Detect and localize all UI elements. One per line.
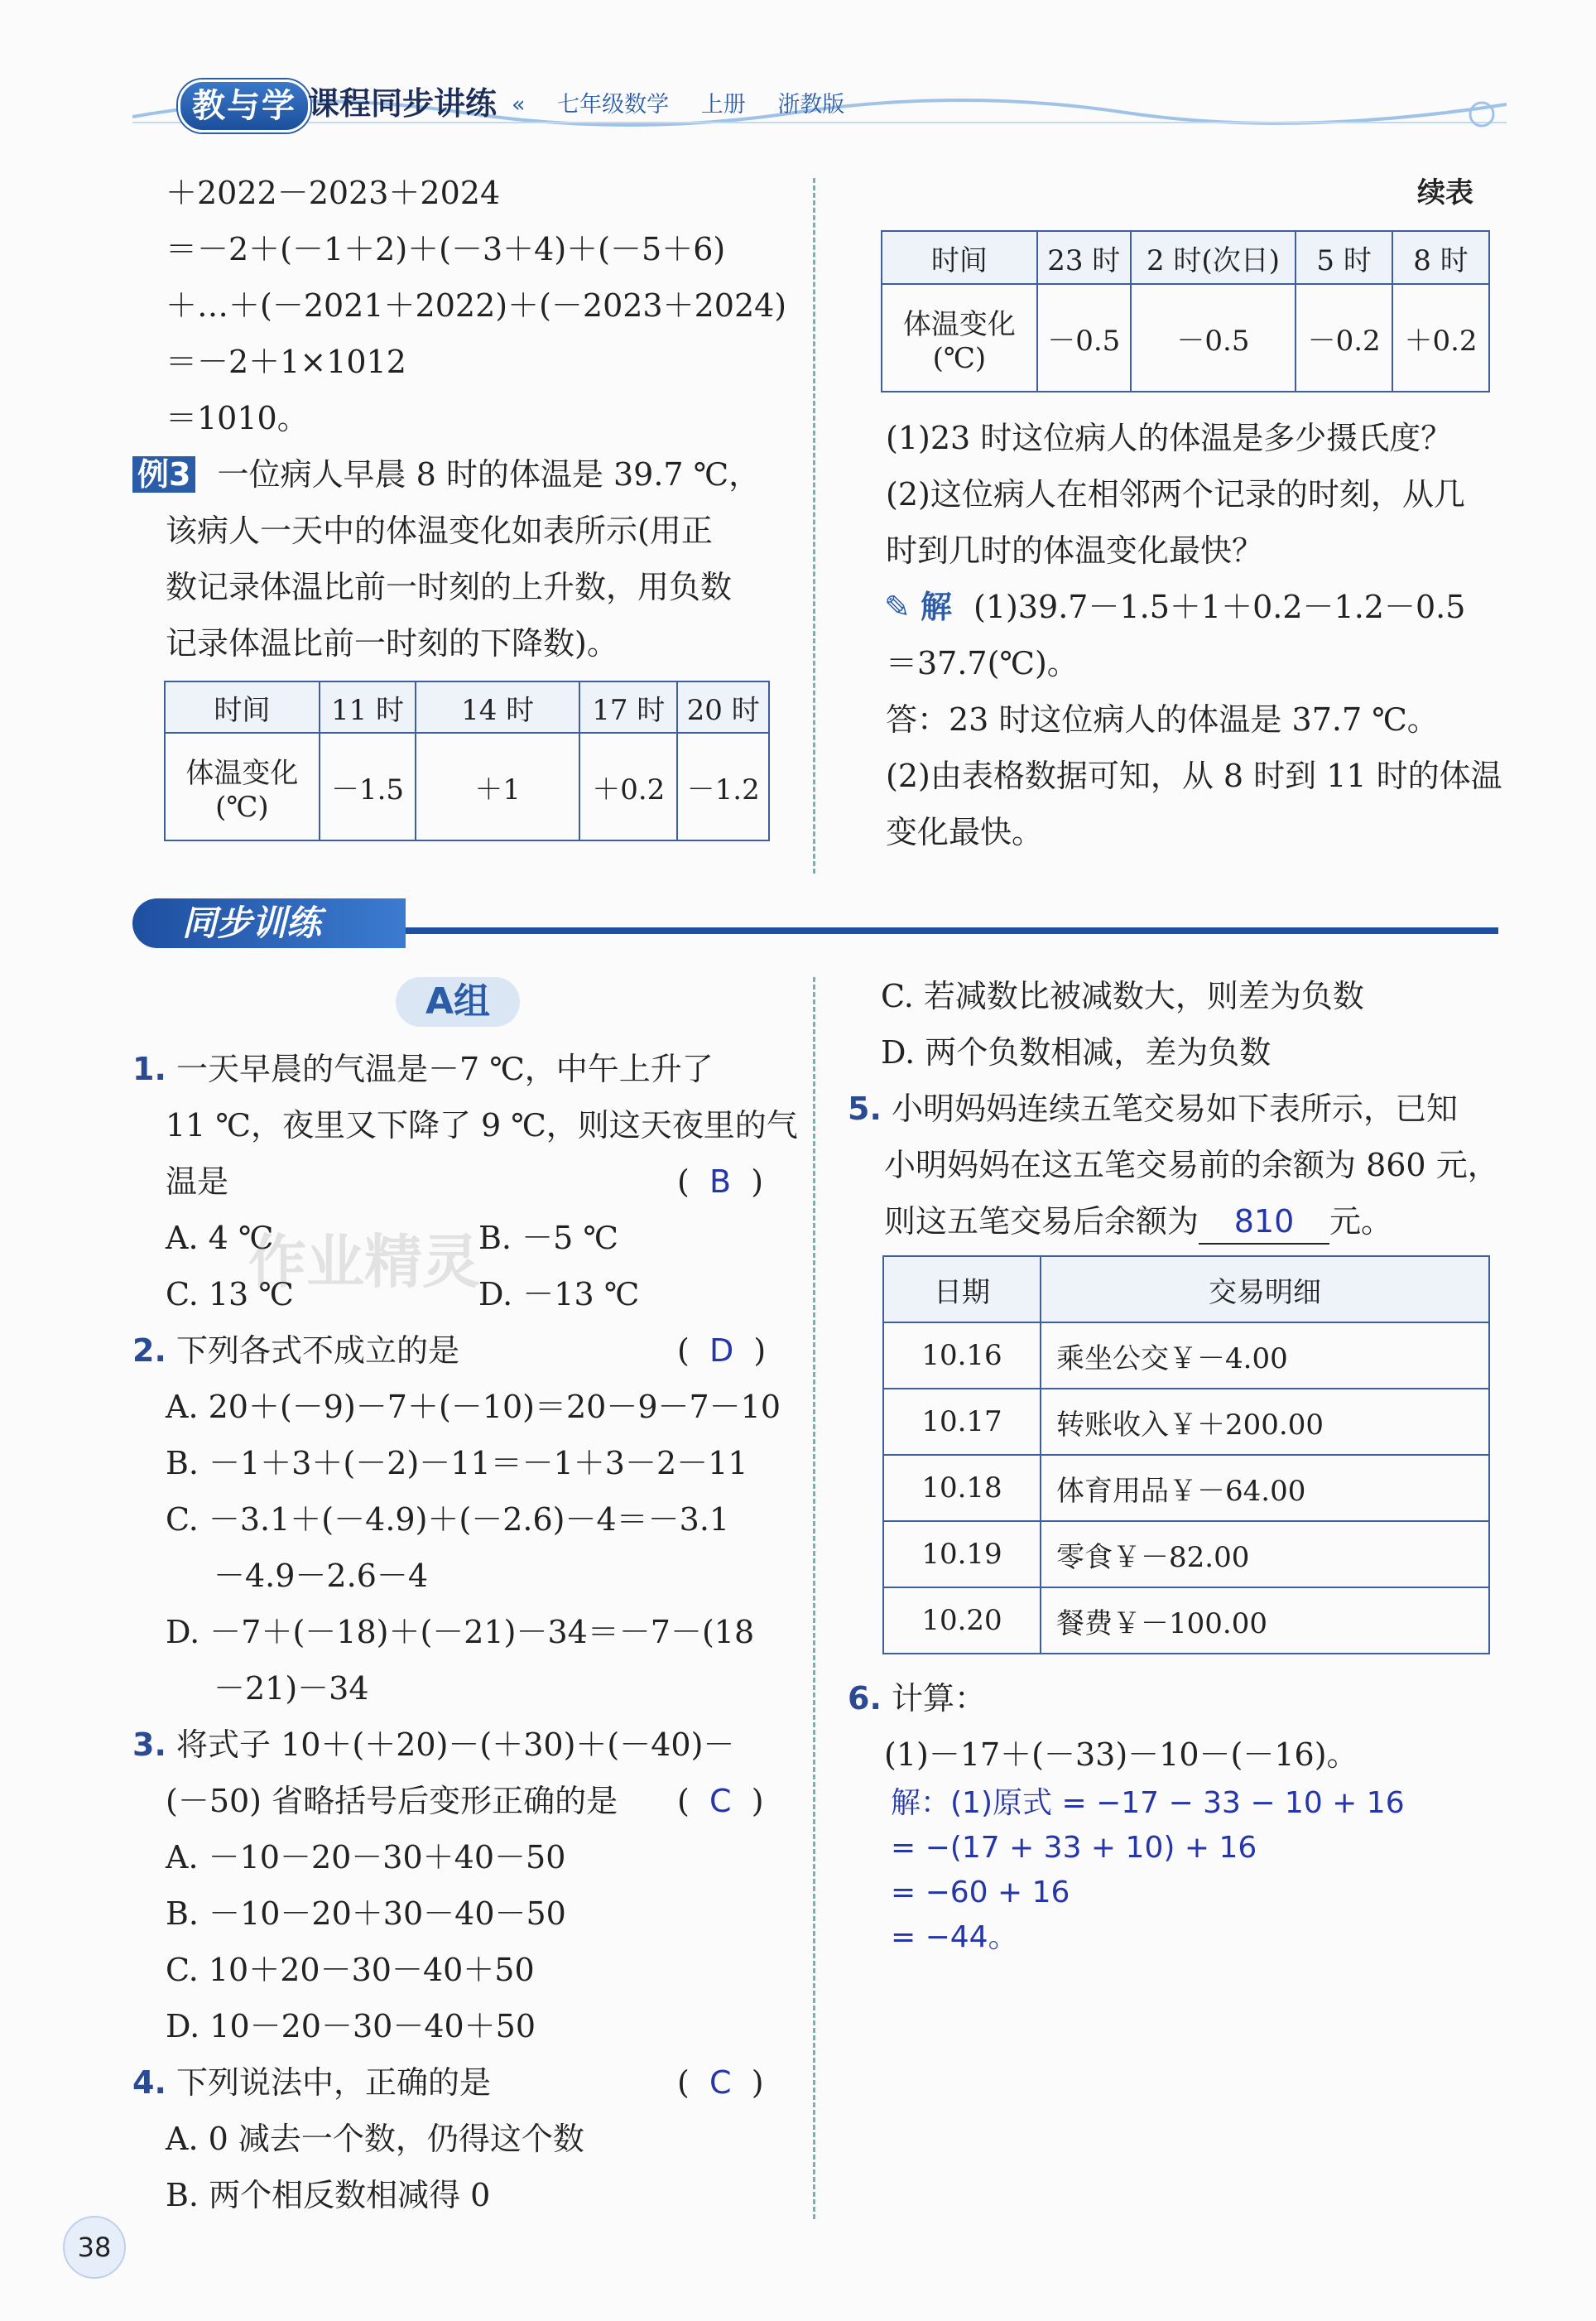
row-label [165,733,320,840]
pencil-icon: ✎ [884,589,911,625]
option: C. 10＋20－30－40＋50 [166,1952,535,1988]
row-label-unit: (℃) [932,341,987,375]
table-cell: －0.5 [1131,284,1296,392]
answer-bracket: ( C ) [677,2064,764,2101]
question-text: 小明妈妈在这五笔交易前的余额为 860 元， [884,1147,1499,1183]
question-text: 将式子 10＋(＋20)－(＋30)＋(－40)－ [175,1726,735,1763]
question-6 [848,1671,986,1726]
question-text: 下列各式不成立的是 [175,1332,459,1369]
question-number: 1. [132,1051,166,1087]
question-3 [132,1717,734,1772]
table-header-cell: 23 时 [1037,231,1131,284]
table-cell: 餐费￥－100.00 [1041,1587,1489,1654]
answer-choice: D [709,1332,734,1369]
table-cell: ＋1 [416,733,579,840]
table-cell: －0.5 [1037,284,1131,392]
option: B. －10－20＋30－40－50 [166,1895,566,1932]
question-text: 一天早晨的气温是－7 ℃，中午上升了 [175,1051,714,1087]
option: A. 4 ℃ [166,1220,274,1256]
handwritten-solution: 解：(1)原式 = −17 − 33 − 10 + 16 [891,1786,1405,1820]
brand-logo: 教与学 [178,79,310,132]
handwritten-solution: = −60 + 16 [891,1876,1070,1909]
question-text: 小明妈妈连续五笔交易如下表所示，已知 [891,1091,1458,1127]
row-label [882,284,1037,392]
column-divider-top [813,178,815,874]
table-cell: －1.5 [320,733,416,840]
table-cell: 转账收入￥＋200.00 [1041,1389,1489,1455]
question-text-pre: 则这五笔交易后余额为 [884,1203,1199,1240]
calc-line: ＋2022－2023＋2024 [166,175,501,211]
edition-label: 浙教版 [777,92,845,118]
row-label-text: 体温变化 [902,307,1016,341]
answer-bracket: ( C ) [677,1783,764,1819]
blank-answer: 810 [1233,1203,1295,1240]
section-title: 同步训练 [132,898,406,948]
question-text: 下列说法中，正确的是 [175,2064,491,2101]
answer-bracket: ( B ) [677,1163,764,1200]
question-5 [848,1081,1458,1136]
question-4 [132,2055,491,2110]
table-header-cell: 11 时 [320,681,416,733]
volume-label: 上册 [700,92,746,118]
question-2 [132,1323,459,1378]
example-3-line [132,447,760,502]
question-1 [132,1042,714,1096]
sub-question: (1)－17＋(－33)－10－(－16)。 [884,1736,1358,1773]
table-cell: 乘坐公交￥－4.00 [1041,1322,1489,1389]
option: －21)－34 [214,1670,369,1707]
question-text [884,1194,1392,1249]
option: D. 10－20－30－40＋50 [166,2008,536,2044]
question-text: 温是 [166,1163,229,1200]
transaction-table [882,1255,1490,1654]
series-title: 课程同步讲练 [308,85,498,122]
solution-line [884,580,1465,634]
table-cell: 10.17 [883,1389,1041,1455]
question-text: (－50) 省略括号后变形正确的是 [166,1783,618,1819]
temperature-table-1 [164,681,770,841]
page-number: 38 [63,2216,126,2279]
grade-label: 七年级数学 [557,92,670,118]
table-header-cell: 5 时 [1296,231,1392,284]
table-cell: －1.2 [677,733,769,840]
question-text: (1)23 时这位病人的体温是多少摄氏度？ [886,420,1453,456]
table-header-cell: 日期 [883,1256,1041,1322]
calc-line: ＝－2＋1×1012 [166,344,406,380]
option: D. －7＋(－18)＋(－21)－34＝－7－(18 [166,1614,755,1650]
continued-label: 续表 [1417,176,1473,209]
table-cell: 10.19 [883,1521,1041,1587]
option: C. 13 ℃ [166,1276,294,1312]
option: C. 若减数比被减数大，则差为负数 [881,978,1364,1014]
question-number: 5. [848,1091,882,1127]
answer-bracket: ( D ) [677,1332,767,1369]
watermark: 作业精灵 [248,1228,480,1296]
table-header-cell: 时间 [882,231,1037,284]
example-text: 数记录体温比前一时刻的上升数，用负数 [166,569,733,605]
book-info [512,86,869,124]
example-text: 一位病人早晨 8 时的体温是 39.7 ℃， [217,456,761,493]
calc-line: ＋…＋(－2021＋2022)＋(－2023＋2024) [166,287,787,324]
table-cell: ＋0.2 [1392,284,1489,392]
row-label-text: 体温变化 [185,756,299,790]
handwritten-solution: = −(17 + 33 + 10) + 16 [891,1831,1257,1865]
table-header-cell: 交易明细 [1041,1256,1489,1322]
question-text: 11 ℃，夜里又下降了 9 ℃，则这天夜里的气 [166,1107,798,1144]
solution-badge: 解 [920,589,952,625]
answer-choice: C [709,1783,732,1819]
table-header-cell: 8 时 [1392,231,1489,284]
example-text: 该病人一天中的体温变化如表所示(用正 [166,513,713,549]
table-header-cell: 20 时 [677,681,769,733]
option: B. －5 ℃ [478,1220,618,1256]
solution-text: 变化最快。 [886,814,1044,850]
question-text: 计算： [891,1680,986,1717]
option: B. 两个相反数相减得 0 [166,2177,491,2213]
table-header-cell: 17 时 [579,681,677,733]
table-cell: 10.20 [883,1587,1041,1654]
table-header-cell: 时间 [165,681,320,733]
solution-text: ＝37.7(℃)。 [886,645,1079,681]
option: B. －1＋3＋(－2)－11＝－1＋3－2－11 [166,1445,748,1481]
group-label: A组 [396,977,520,1027]
question-number: 6. [848,1680,882,1717]
solution-text: (1)39.7－1.5＋1＋0.2－1.2－0.5 [973,589,1466,625]
section-rule [381,927,1498,934]
option: C. －3.1＋(－4.9)＋(－2.6)－4＝－3.1 [166,1501,730,1538]
question-number: 2. [132,1332,166,1369]
question-text: 时到几时的体温变化最快？ [886,532,1264,569]
question-text-post: 元。 [1329,1203,1393,1240]
table-cell: 10.16 [883,1322,1041,1389]
table-header-cell: 14 时 [416,681,579,733]
table-cell: 10.18 [883,1455,1041,1521]
table-header-cell: 2 时(次日) [1131,231,1296,284]
question-number: 4. [132,2064,166,2101]
table-cell: ＋0.2 [579,733,677,840]
column-divider-bottom [813,977,815,2219]
temperature-table-2 [881,230,1490,392]
row-label-unit: (℃) [215,790,269,824]
option: A. 20＋(－9)－7＋(－10)＝20－9－7－10 [166,1389,781,1425]
calc-line: ＝－2＋(－1＋2)＋(－3＋4)＋(－5＋6) [166,231,726,267]
chevron-icon: « [512,92,526,118]
example-text: 记录体温比前一时刻的下降数)。 [166,625,618,662]
fill-blank [1199,1200,1329,1245]
answer-choice: B [709,1163,732,1200]
example-badge: 例3 [132,456,195,493]
table-cell: 零食￥－82.00 [1041,1521,1489,1587]
option: －4.9－2.6－4 [214,1558,429,1594]
option: A. －10－20－30＋40－50 [166,1839,566,1876]
handwritten-solution: = −44。 [891,1920,1018,1954]
question-number: 3. [132,1726,166,1763]
option: D. 两个负数相减，差为负数 [881,1034,1272,1071]
solution-text: 答：23 时这位病人的体温是 37.7 ℃。 [886,701,1439,738]
answer-choice: C [709,2064,732,2101]
option: D. －13 ℃ [478,1276,640,1312]
table-cell: 体育用品￥－64.00 [1041,1455,1489,1521]
table-cell: －0.2 [1296,284,1392,392]
question-text: (2)这位病人在相邻两个记录的时刻，从几 [886,476,1465,513]
calc-line: ＝1010。 [166,400,309,436]
solution-text: (2)由表格数据可知，从 8 时到 11 时的体温 [886,758,1502,794]
option: A. 0 减去一个数，仍得这个数 [166,2121,584,2157]
